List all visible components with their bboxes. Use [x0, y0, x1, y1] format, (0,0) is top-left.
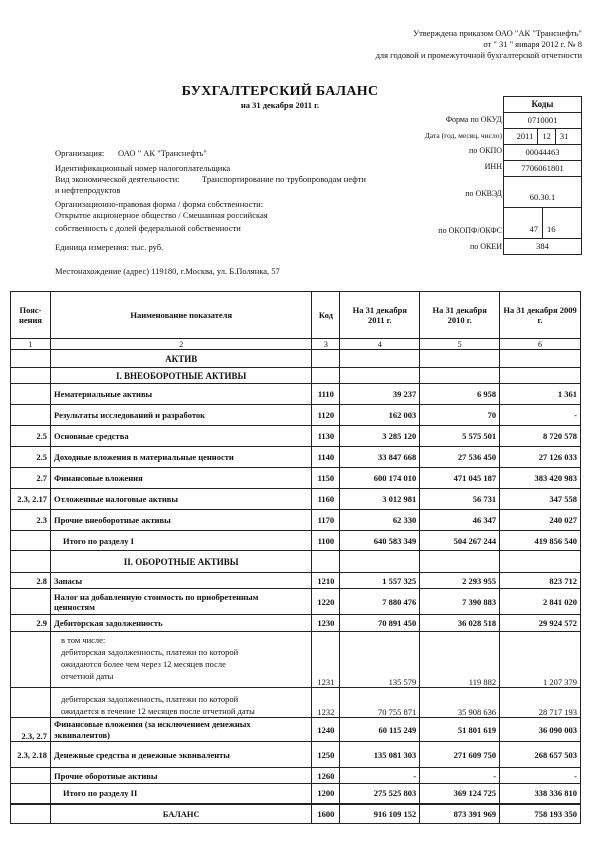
date-label: Дата (год, месяц, число) [424, 131, 502, 140]
unit-label: Единица измерения: тыс. руб. [55, 242, 164, 252]
col-num: 6 [500, 339, 581, 350]
org-name: ОАО " АК "Транснефть" [118, 148, 207, 158]
table-row [11, 350, 581, 368]
okud-code: 0710001 [504, 113, 581, 129]
col-num: 3 [312, 339, 340, 350]
col-num: 4 [340, 339, 420, 350]
okud-label: Форма по ОКУД [445, 115, 502, 124]
legal-form-value: Открытое акционерное общество / Смешанная российская [55, 210, 268, 220]
balance-total-row: БАЛАНС 1600 916 109 152 873 391 969 758 193 350 [11, 804, 581, 824]
activity-value: Транспортирование по трубопроводам нефти [202, 174, 366, 184]
table-row [11, 368, 581, 384]
page-subtitle: на 31 декабря 2011 г. [240, 100, 320, 110]
table-row: в том числе: дебиторская задолженность, платежи по которой ожидаются более чем через 12 месяцев после отчетной даты 1231 135 579 119 882 1 207 379 [11, 632, 581, 688]
page-title: БУХГАЛТЕРСКИЙ БАЛАНС [181, 84, 379, 99]
okved-label: по ОКВЭД [465, 189, 502, 198]
header-2009: На 31 декабря 2009 г. [500, 292, 581, 339]
date-month: 12 [537, 129, 555, 144]
table-row [11, 551, 581, 573]
assets-heading: АКТИВ [50, 350, 311, 368]
section-2-heading: II. ОБОРОТНЫЕ АКТИВЫ [50, 551, 311, 573]
approval-line-1: Утверждена приказом ОАО "АК "Транснефть" [413, 28, 582, 38]
okved-code: 60.30.1 [504, 177, 581, 208]
date-code [504, 129, 581, 145]
legal-form-label: Организационно-правовая форма / форма собственности: [55, 199, 264, 209]
col-num: 5 [420, 339, 500, 350]
table-row: Результаты исследований и разработок 1120 162 003 70 - [11, 405, 581, 426]
column-numbers-row [11, 339, 581, 350]
table-row: 2.5 Доходные вложения в материальные ценности 1140 33 847 668 27 536 450 27 126 033 [11, 447, 581, 468]
balance-table [10, 291, 581, 824]
codes-header: Коды [504, 97, 581, 113]
activity-label: Вид экономической деятельности: [55, 174, 180, 184]
table-row: 2.8 Запасы 1210 1 557 325 2 293 955 823 712 [11, 573, 581, 589]
inn-code: 7706061801 [504, 161, 581, 177]
table-row: 2.3, 2.17 Отложенные налоговые активы 1160 3 012 981 56 731 347 558 [11, 489, 581, 510]
col-num: 2 [50, 339, 311, 350]
table-row: Налог на добавленную стоимость по приобретенным ценностям 1220 7 880 476 7 390 883 2 841 020 [11, 589, 581, 615]
codes-box [503, 96, 582, 255]
approval-note [262, 28, 582, 61]
okopf-okfs-code [504, 208, 581, 239]
approval-line-3: для годовой и промежуточной бухгалтерской отчетности [375, 50, 582, 60]
org-label: Организация: [55, 148, 105, 158]
section-1-heading: I. ВНЕОБОРОТНЫЕ АКТИВЫ [50, 368, 311, 384]
table-row: Прочие оборотные активы 1260 - - - [11, 768, 581, 784]
table-row: 2.3 Прочие внеоборотные активы 1170 62 330 46 347 240 027 [11, 510, 581, 531]
header-notes: Пояс-нения [11, 292, 51, 339]
table-row: 2.5 Основные средства 1130 3 285 120 5 575 501 8 720 578 [11, 426, 581, 447]
table-row: 2.7 Финансовые вложения 1150 600 174 010 471 045 187 383 420 983 [11, 468, 581, 489]
okopf-label: по ОКОПФ/ОКФС [438, 226, 502, 235]
table-row: дебиторская задолженность, платежи по которой ожидается в течение 12 месяцев после отчетной даты 1232 70 755 871 35 908 636 28 717 193 [11, 688, 581, 718]
section-1-total-row: Итого по разделу I 1100 640 583 349 504 267 244 419 856 540 [11, 531, 581, 551]
inn-label: ИНН [484, 162, 502, 171]
table-row: 2.3, 2.7 Финансовые вложения (за исключением денежных эквивалентов) 1240 60 115 249 51 801 619 36 090 003 [11, 718, 581, 742]
header-2010: На 31 декабря 2010 г. [420, 292, 500, 339]
okfs-code: 16 [542, 208, 560, 238]
header-name: Наименование показателя [50, 292, 311, 339]
table-row: 2.9 Дебиторская задолженность 1230 70 891 450 36 028 518 29 924 572 [11, 615, 581, 632]
col-num: 1 [11, 339, 51, 350]
okpo-label: по ОКПО [469, 146, 502, 155]
okpo-code: 00044463 [504, 145, 581, 161]
activity-value-2: и нефтепродуктов [55, 185, 121, 195]
date-year: 2011 [516, 131, 534, 141]
table-row: Нематериальные активы 1110 39 237 6 958 1 361 [11, 384, 581, 405]
header-2011: На 31 декабря 2011 г. [340, 292, 420, 339]
legal-form-value-2: собственность с долей федеральной собственности [55, 223, 241, 233]
okei-code: 384 [536, 241, 549, 251]
okopf-code: 47 [529, 224, 538, 234]
inn-field-label: Идентификационный номер налогоплательщика [55, 163, 231, 173]
table-header-row [11, 292, 581, 339]
table-row: 2.3, 2.18 Денежные средства и денежные эквиваленты 1250 135 081 303 271 609 750 268 657 503 [11, 742, 581, 768]
section-2-total-row: Итого по разделу II 1200 275 525 803 369 124 725 338 336 810 [11, 784, 581, 804]
date-day: 31 [555, 129, 573, 144]
address-line: Местонахождение (адрес) 119180, г.Москва, ул. Б.Полянка, 57 [55, 266, 280, 276]
approval-line-2: от " 31 " января 2012 г. № 8 [483, 39, 582, 49]
header-code: Код [312, 292, 340, 339]
okei-label: по ОКЕИ [469, 242, 502, 251]
